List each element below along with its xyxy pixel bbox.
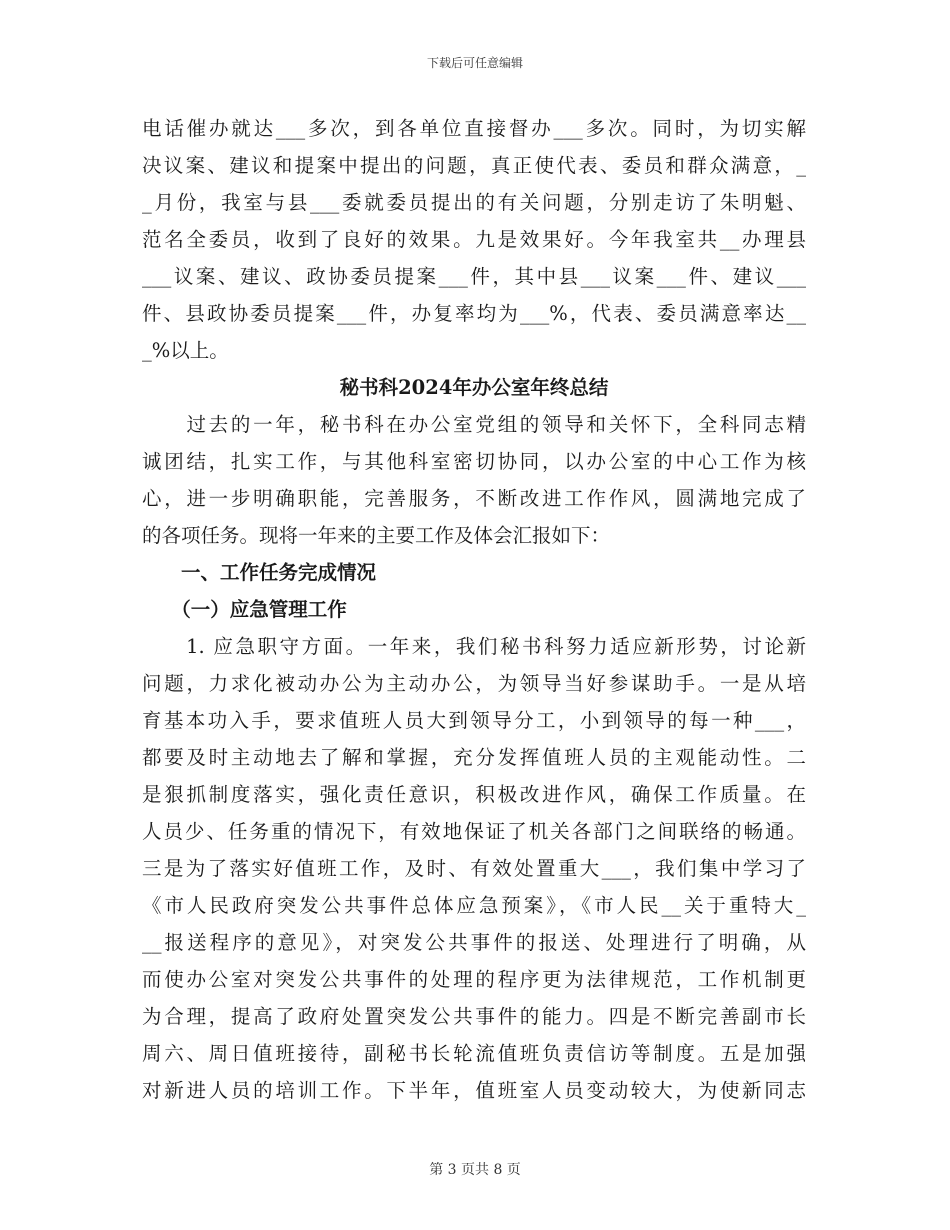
page-header: 下载后可任意编辑 [426,56,523,70]
body-line: 的各项任务。现将一年来的主要工作及体会汇报如下： [142,524,611,547]
section-heading: 一、工作任务完成情况 [142,561,377,584]
body-line: 诚团结，扎实工作，与其他科室密切协同，以办公室的中心工作为核 [142,450,806,473]
body-line: 育基本功入手，要求值班人员大到领导分工，小到领导的每一种___， [142,709,806,732]
body-line: 对新进人员的培训工作。下半年，值班室人员变动较大，为使新同志 [142,1079,806,1102]
document-body [142,110,806,1109]
body-line: 1. 应急职守方面。一年来，我们秘书科努力适应新形势，讨论新 [142,635,806,658]
page-footer: 第 3 页共 8 页 [429,1162,521,1178]
body-line: 心，进一步明确职能，完善服务，不断改进工作作风，圆满地完成了 [142,487,806,510]
body-line: 人员少、任务重的情况下，有效地保证了机关各部门之间联络的畅通。 [142,820,806,843]
body-line: 件、县政协委员提案___件，办复率均为___%，代表、委员满意率达__ [142,302,806,325]
body-line: 《市人民政府突发公共事件总体应急预案》，《市人民__关于重特大_ [142,894,806,917]
body-line: 为合理，提高了政府处置突发公共事件的能力。四是不断完善副市长 [142,1005,806,1028]
document-title: 秘书科2024年办公室年终总结 [339,376,609,399]
body-line: 三是为了落实好值班工作，及时、有效处置重大___，我们集中学习了 [142,857,806,880]
body-line: 而使办公室对突发公共事件的处理的程序更为法律规范，工作机制更 [142,968,806,991]
body-line: ___议案、建议、政协委员提案___件，其中县___议案___件、建议___ [142,265,806,288]
body-line: 过去的一年，秘书科在办公室党组的领导和关怀下，全科同志精 [142,413,806,436]
body-line: 是狠抓制度落实，强化责任意识，积极改进作风，确保工作质量。在 [142,783,806,806]
body-line: 周六、周日值班接待，副秘书长轮流值班负责信访等制度。五是加强 [142,1042,806,1065]
body-line: _%以上。 [142,339,229,362]
body-line: 范名全委员，收到了良好的效果。九是效果好。今年我室共__办理县 [142,228,806,251]
body-line: 都要及时主动地去了解和掌握，充分发挥值班人员的主观能动性。二 [142,746,806,769]
body-line: _月份，我室与县___委就委员提出的有关问题，分别走访了朱明魁、 [142,191,806,214]
body-line: __报送程序的意见》，对突发公共事件的报送、处理进行了明确，从 [142,931,806,954]
body-line: 问题，力求化被动办公为主动办公，为领导当好参谋助手。一是从培 [142,672,806,695]
body-line: 决议案、建议和提案中提出的问题，真正使代表、委员和群众满意，_ [142,154,806,177]
subsection-heading: （一）应急管理工作 [142,598,347,621]
body-line: 电话催办就达___多次，到各单位直接督办___多次。同时，为切实解 [142,117,806,140]
